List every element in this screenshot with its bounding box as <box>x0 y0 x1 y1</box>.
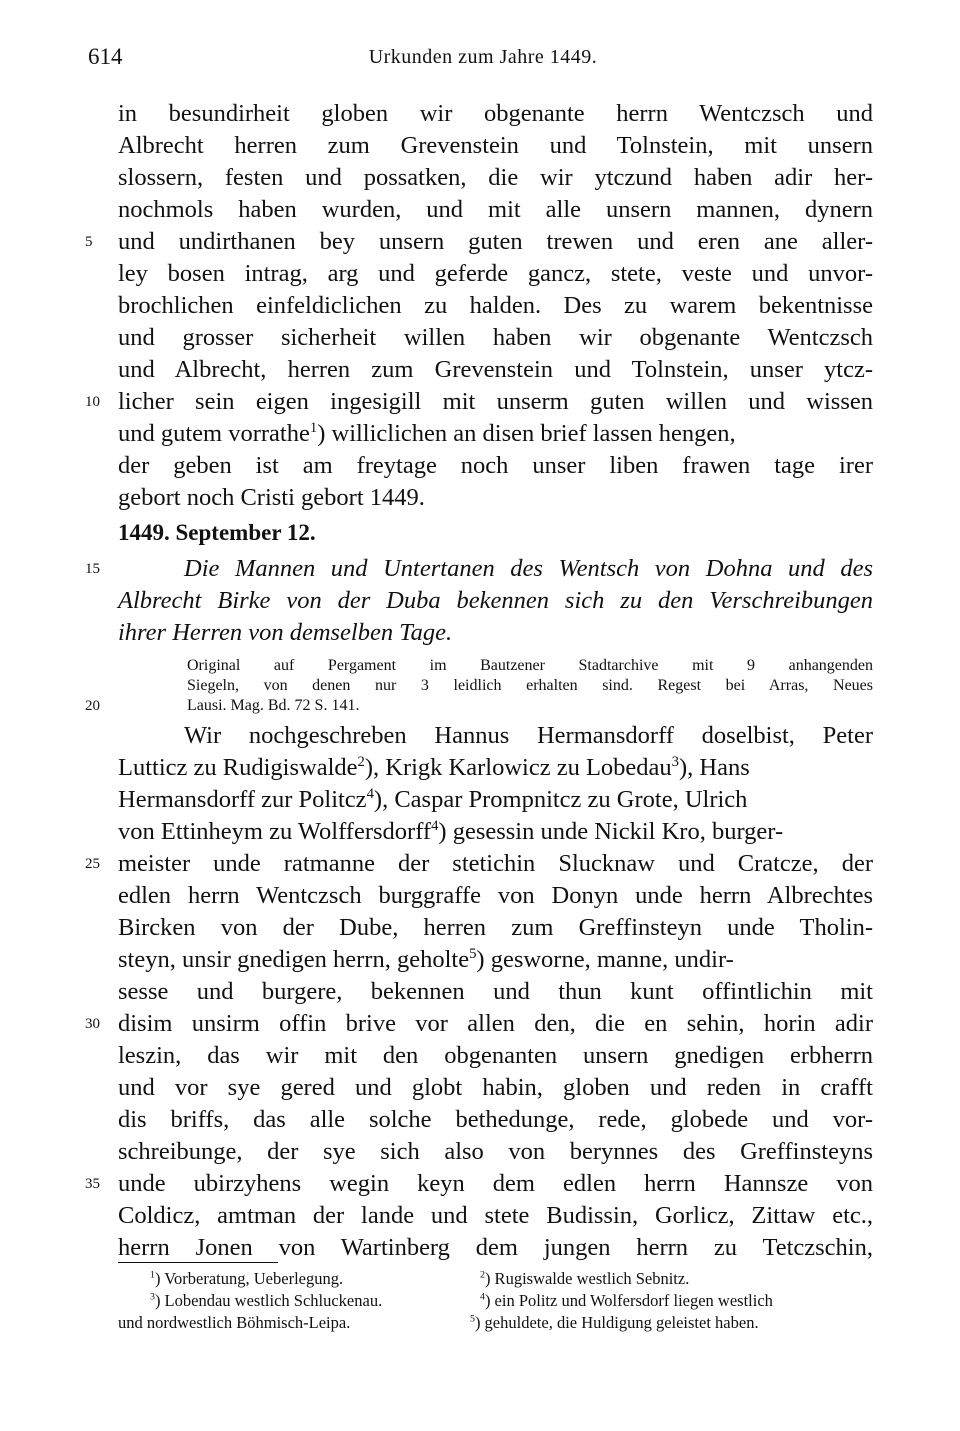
footnote-4 <box>480 1290 773 1312</box>
text-segment: ), Krigk Karlowicz zu Lobedau <box>364 754 672 781</box>
text-line-with-footnote <box>118 944 873 976</box>
text-segment: ), Hans <box>679 754 750 781</box>
text-line-with-footnote <box>118 418 873 450</box>
line-number: 10 <box>85 394 100 410</box>
text-line: und vor sye gered und globt habin, globen und reden in crafft <box>118 1074 873 1101</box>
text-line: nochmols haben wurden, und mit alle unsern mannen, dynern <box>118 196 873 223</box>
footnote-marker: 4 <box>480 1291 485 1303</box>
text-line: herrn Jonen von Wartinberg dem jungen herrn zu Tetczschin, <box>118 1234 873 1261</box>
text-line: schreibunge, der sye sich also von berynnes des Greffinsteyns <box>118 1138 873 1165</box>
source-note-line: Lausi. Mag. Bd. 72 S. 141. <box>187 697 360 714</box>
footnote-ref: 5 <box>469 945 477 962</box>
footnote-1 <box>150 1268 343 1290</box>
footnote-2 <box>480 1268 689 1290</box>
line-number: 30 <box>85 1016 100 1032</box>
footnote-text: ) Rugiswalde westlich Sebnitz. <box>484 1269 690 1288</box>
source-note-line: Siegeln, von denen nur 3 leidlich erhalten sind. Regest bei Arras, Neues <box>187 677 873 694</box>
text-line: in besundirheit globen wir obgenante herrn Wentczsch und <box>118 100 873 127</box>
text-line: disim unsirm offin brive vor allen den, die en sehin, horin adir <box>118 1010 873 1037</box>
line-number: 5 <box>85 234 93 250</box>
text-line: Bircken von der Dube, herren zum Greffinsteyn unde Tholin- <box>118 914 873 941</box>
footnote-4-continued: und nordwestlich Böhmisch-Leipa. <box>118 1313 351 1332</box>
text-line: der geben ist am freytage noch unser liben frawen tage irer <box>118 452 873 479</box>
footnote-marker: 1 <box>150 1269 155 1281</box>
text-line: Wir nochgeschreben Hannus Hermansdorff doselbist, Peter <box>184 722 873 749</box>
text-line: Albrecht herren zum Grevenstein und Tolnstein, mit unsern <box>118 132 873 159</box>
text-segment: ) gesworne, manne, undir- <box>476 946 734 973</box>
footnote-marker: 3 <box>150 1291 155 1303</box>
text-line: licher sein eigen ingesigill mit unserm guten willen und wissen <box>118 388 873 415</box>
text-segment: ) williclichen an disen brief lassen hengen, <box>317 420 736 447</box>
running-title: Urkunden zum Jahre 1449. <box>368 46 598 68</box>
footnote-text: ) gehuldete, die Huldigung geleistet haben. <box>474 1313 759 1332</box>
text-line: brochlichen einfeldiclichen zu halden. Des zu warem bekentnisse <box>118 292 873 319</box>
regest-line: Albrecht Birke von der Duba bekennen sich zu den Verschreibungen <box>118 587 873 614</box>
text-line: unde ubirzyhens wegin keyn dem edlen herrn Hannsze von <box>118 1170 873 1197</box>
footnote-ref: 2 <box>357 753 365 770</box>
text-line: dis briffs, das alle solche bethedunge, rede, globede und vor- <box>118 1106 873 1133</box>
text-segment: steyn, unsir gnedigen herrn, geholte <box>118 946 470 973</box>
footnote-marker: 2 <box>480 1269 485 1281</box>
line-number: 20 <box>85 698 100 714</box>
line-number: 25 <box>85 856 100 872</box>
text-line: und grosser sicherheit willen haben wir obgenante Wentczsch <box>118 324 873 351</box>
footnote-ref: 3 <box>671 753 679 770</box>
source-note-line: Original auf Pergament im Bautzener Stadtarchive mit 9 anhangenden <box>187 657 873 674</box>
text-line: und undirthanen bey unsern guten trewen und eren ane aller- <box>118 228 873 255</box>
text-line: ley bosen intrag, arg und geferde gancz, stete, veste und unvor- <box>118 260 873 287</box>
text-line: und Albrecht, herren zum Grevenstein und Tolnstein, unser ytcz- <box>118 356 873 383</box>
document-date-heading: 1449. September 12. <box>118 520 316 545</box>
page-number: 614 <box>88 44 123 69</box>
text-segment: und gutem vorrathe <box>118 420 310 447</box>
regest-line: Die Mannen und Untertanen des Wentsch von Dohna und des <box>184 555 873 582</box>
footnote-rule <box>118 1262 278 1263</box>
text-line-with-footnote <box>118 784 873 816</box>
line-number: 15 <box>85 561 100 577</box>
footnote-text: ) Vorberatung, Ueberlegung. <box>154 1269 344 1288</box>
footnote-3 <box>150 1290 382 1312</box>
text-line: Coldicz, amtman der lande und stete Budissin, Gorlicz, Zittaw etc., <box>118 1202 873 1229</box>
text-segment: Hermansdorff zur Politcz <box>118 786 367 813</box>
footnote-text: ) ein Politz und Wolfersdorf liegen westlich <box>484 1291 773 1310</box>
footnote-text: ) Lobendau westlich Schluckenau. <box>154 1291 383 1310</box>
text-line: sesse und burgere, bekennen und thun kunt offintlichin mit <box>118 978 873 1005</box>
line-number: 35 <box>85 1176 100 1192</box>
footnote-ref: 4 <box>366 785 374 802</box>
text-line-with-footnote <box>118 816 873 848</box>
regest-line: ihrer Herren von demselben Tage. <box>118 619 453 646</box>
text-line: gebort noch Cristi gebort 1449. <box>118 484 425 511</box>
text-line: leszin, das wir mit den obgenanten unsern gnedigen erbherrn <box>118 1042 873 1069</box>
text-line: meister unde ratmanne der stetichin Slucknaw und Cratcze, der <box>118 850 873 877</box>
footnote-5 <box>470 1312 759 1334</box>
page-header <box>88 44 878 78</box>
footnote-marker: 5 <box>470 1313 475 1325</box>
footnote-ref: 4 <box>431 817 439 834</box>
text-segment: von Ettinheym zu Wolffersdorff <box>118 818 432 845</box>
text-line: slossern, festen und possatken, die wir ytczund haben adir her- <box>118 164 873 191</box>
text-line-with-footnotes <box>118 752 873 784</box>
text-line: edlen herrn Wentczsch burggraffe von Donyn unde herrn Albrechtes <box>118 882 873 909</box>
text-segment: Lutticz zu Rudigiswalde <box>118 754 358 781</box>
footnote-ref: 1 <box>309 419 318 436</box>
text-segment: ) gesessin unde Nickil Kro, burger- <box>438 818 784 845</box>
text-segment: ), Caspar Prompnitcz zu Grote, Ulrich <box>373 786 748 813</box>
